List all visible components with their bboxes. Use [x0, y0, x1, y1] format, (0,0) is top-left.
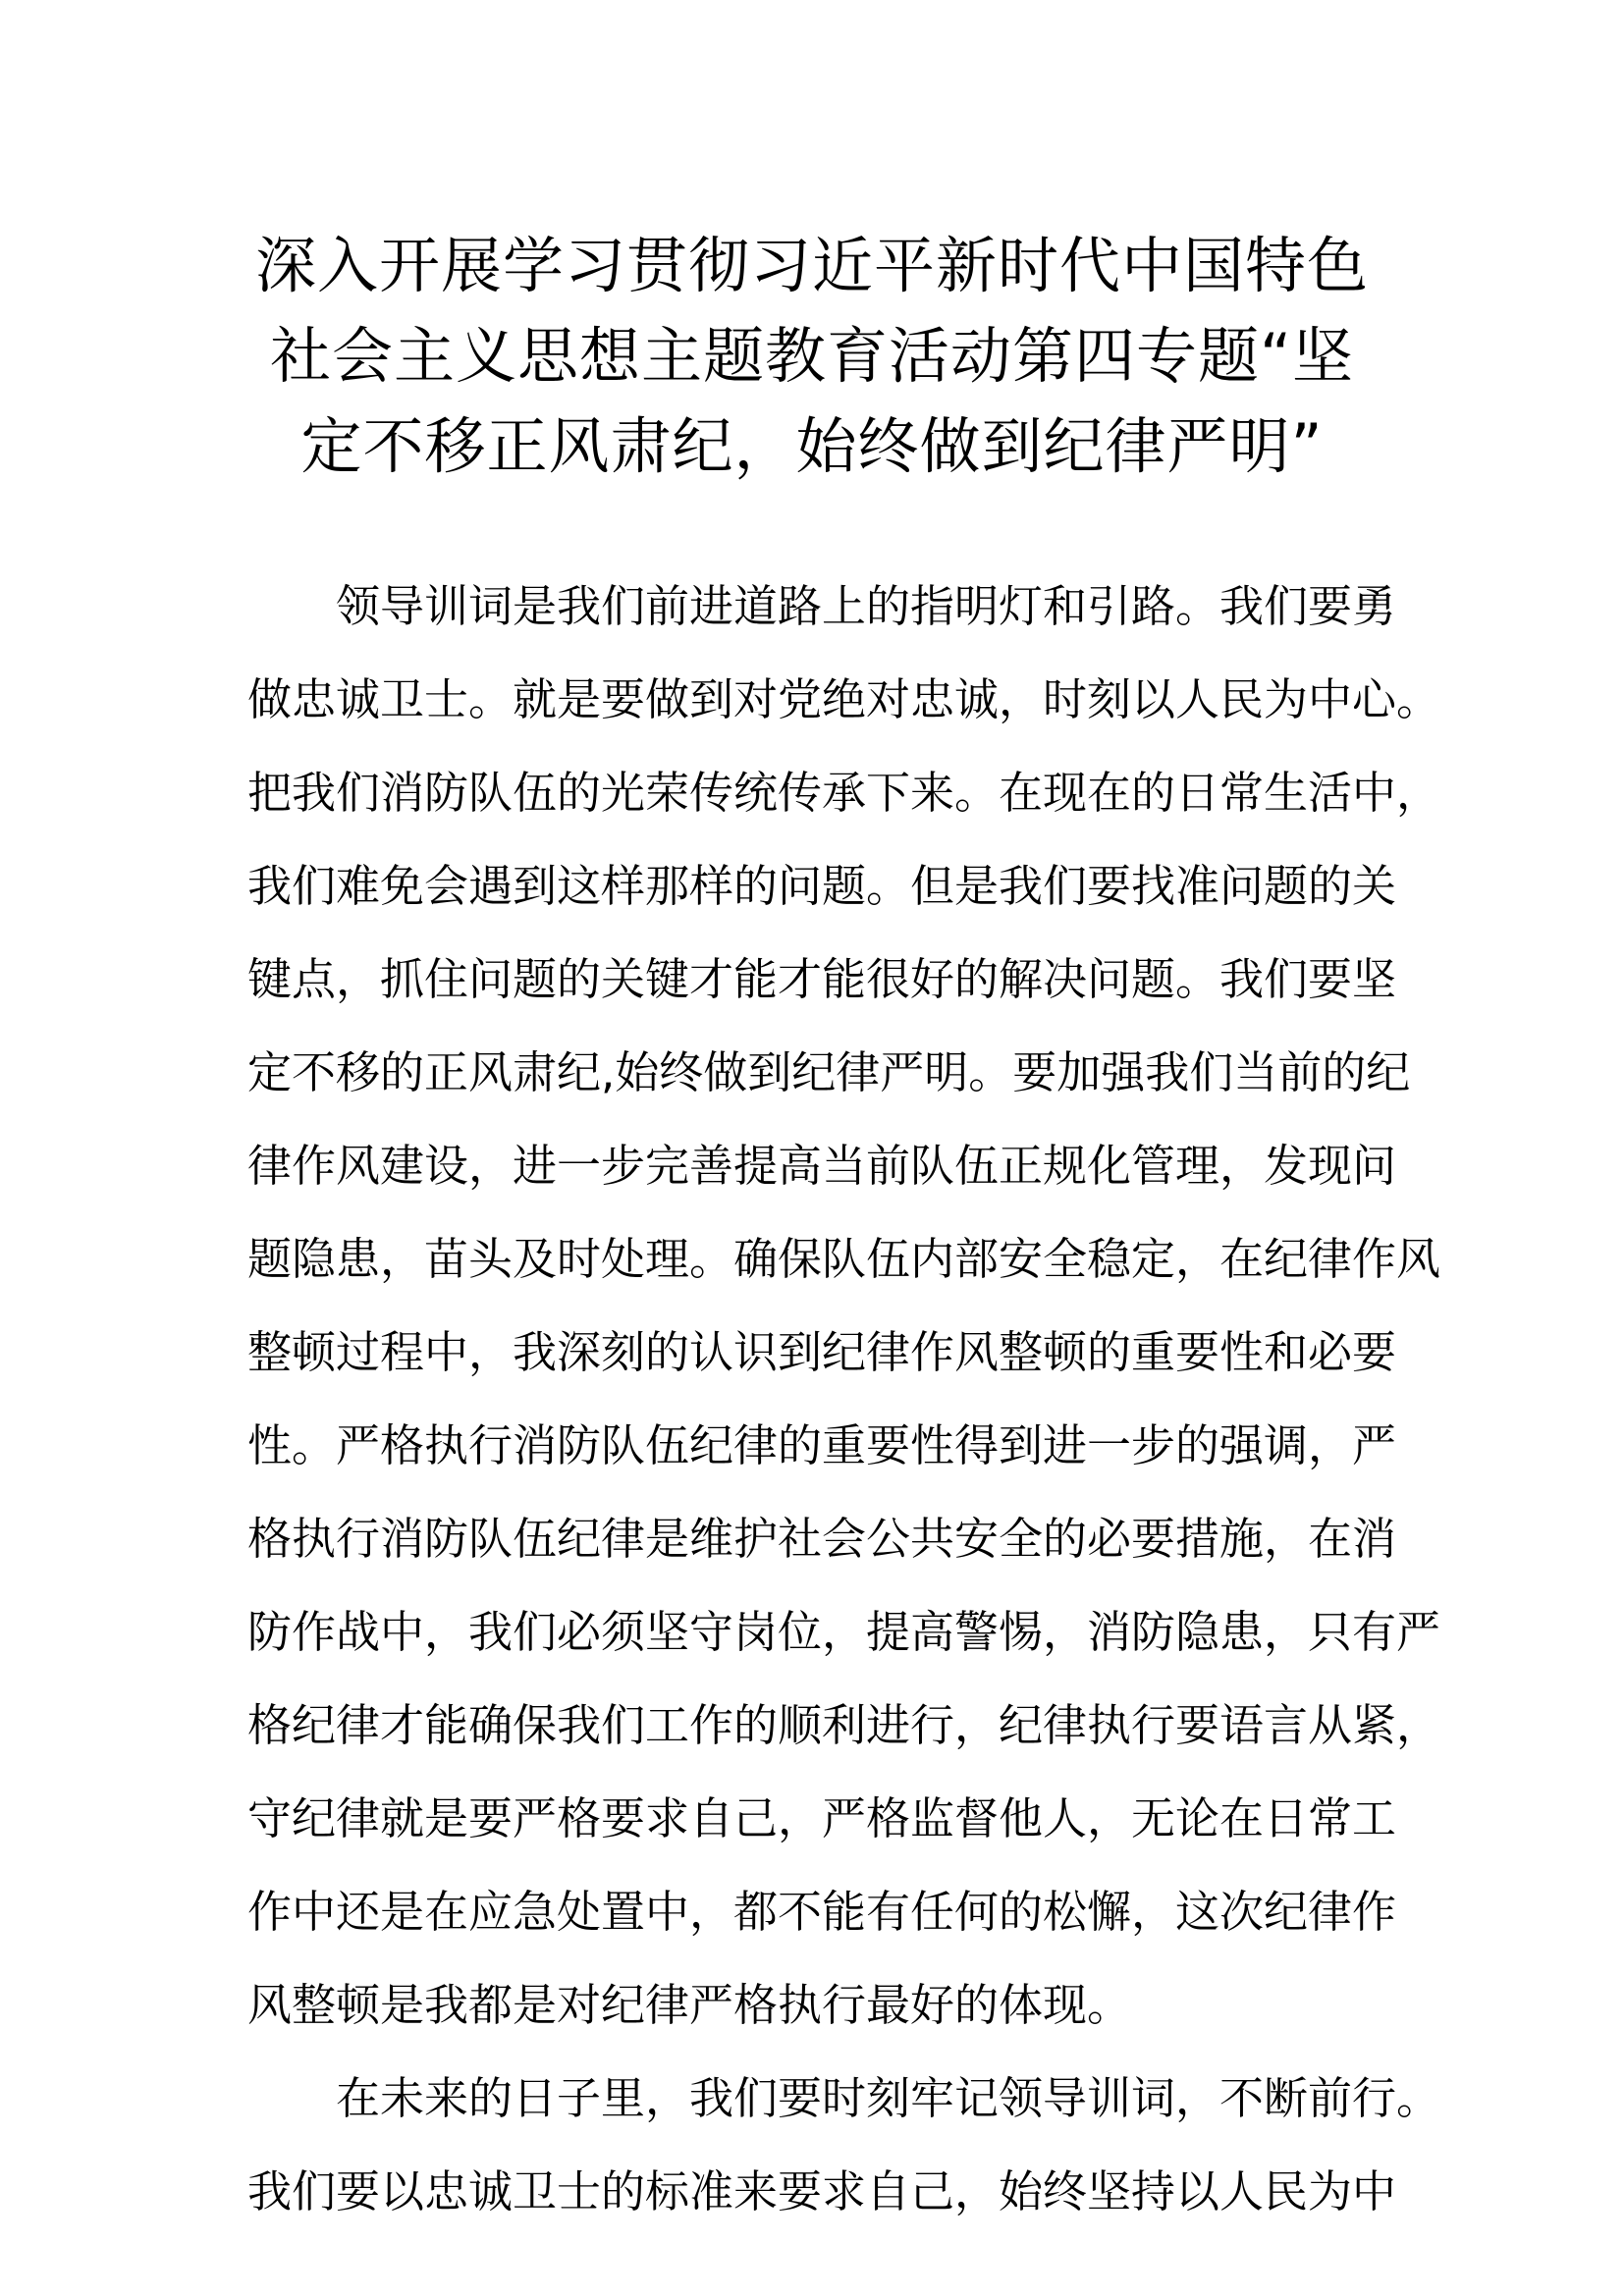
paragraph-1-line-11: 格执行消防队伍纪律是维护社会公共安全的必要措施，在消: [247, 1513, 1397, 1565]
paragraph-1: [247, 560, 1441, 2052]
title-line-1: 深入开展学习贯彻习近平新时代中国特色: [254, 230, 1369, 301]
title-line-2: 社会主义思想主题教育活动第四专题“坚: [269, 320, 1355, 392]
paragraph-2-line-1: 在未来的日子里，我们要时刻牢记领导训词，不断前行。: [336, 2072, 1441, 2124]
paragraph-1-line-1: 领导训词是我们前进道路上的指明灯和引路。我们要勇: [336, 580, 1397, 632]
paragraph-1-line-7: 律作风建设，进一步完善提高当前队伍正规化管理，发现问: [247, 1140, 1397, 1192]
paragraph-1-line-15: 作中还是在应急处置中，都不能有任何的松懈，这次纪律作: [247, 1886, 1397, 1938]
document-body: [247, 560, 1441, 2238]
paragraph-1-line-6: 定不移的正风肃纪,始终做到纪律严明。要加强我们当前的纪: [247, 1046, 1411, 1098]
paragraph-2-line-2: 我们要以忠诚卫士的标准来要求自己，始终坚持以人民为中: [247, 2165, 1397, 2217]
paragraph-1-line-12: 防作战中，我们必须坚守岗位，提高警惕，消防隐患，只有严: [247, 1606, 1441, 1658]
paragraph-1-line-3: 把我们消防队伍的光荣传统传承下来。在现在的日常生活中，: [247, 767, 1441, 819]
paragraph-1-line-5: 键点，抓住问题的关键才能才能很好的解决问题。我们要坚: [247, 953, 1397, 1005]
paragraph-1-line-10: 性。严格执行消防队伍纪律的重要性得到进一步的强调，严: [247, 1419, 1397, 1471]
paragraph-1-line-4: 我们难免会遇到这样那样的问题。但是我们要找准问题的关: [247, 860, 1397, 912]
paragraph-1-line-2: 做忠诚卫士。就是要做到对党绝对忠诚，时刻以人民为中心。: [247, 673, 1441, 725]
paragraph-1-line-8: 题隐患，苗头及时处理。确保队伍内部安全稳定，在纪律作风: [247, 1233, 1441, 1285]
paragraph-1-line-13: 格纪律才能确保我们工作的顺利进行，纪律执行要语言从紧，: [247, 1699, 1441, 1751]
paragraph-1-line-16: 风整顿是我都是对纪律严格执行最好的体现。: [247, 1979, 1132, 2031]
document-title: [245, 221, 1379, 492]
paragraph-1-line-14: 守纪律就是要严格要求自己，严格监督他人，无论在日常工: [247, 1792, 1397, 1844]
paragraph-2: [247, 2052, 1441, 2238]
paragraph-1-line-9: 整顿过程中，我深刻的认识到纪律作风整顿的重要性和必要: [247, 1326, 1397, 1378]
title-line-3: 定不移正风肃纪，始终做到纪律严明”: [300, 410, 1324, 482]
